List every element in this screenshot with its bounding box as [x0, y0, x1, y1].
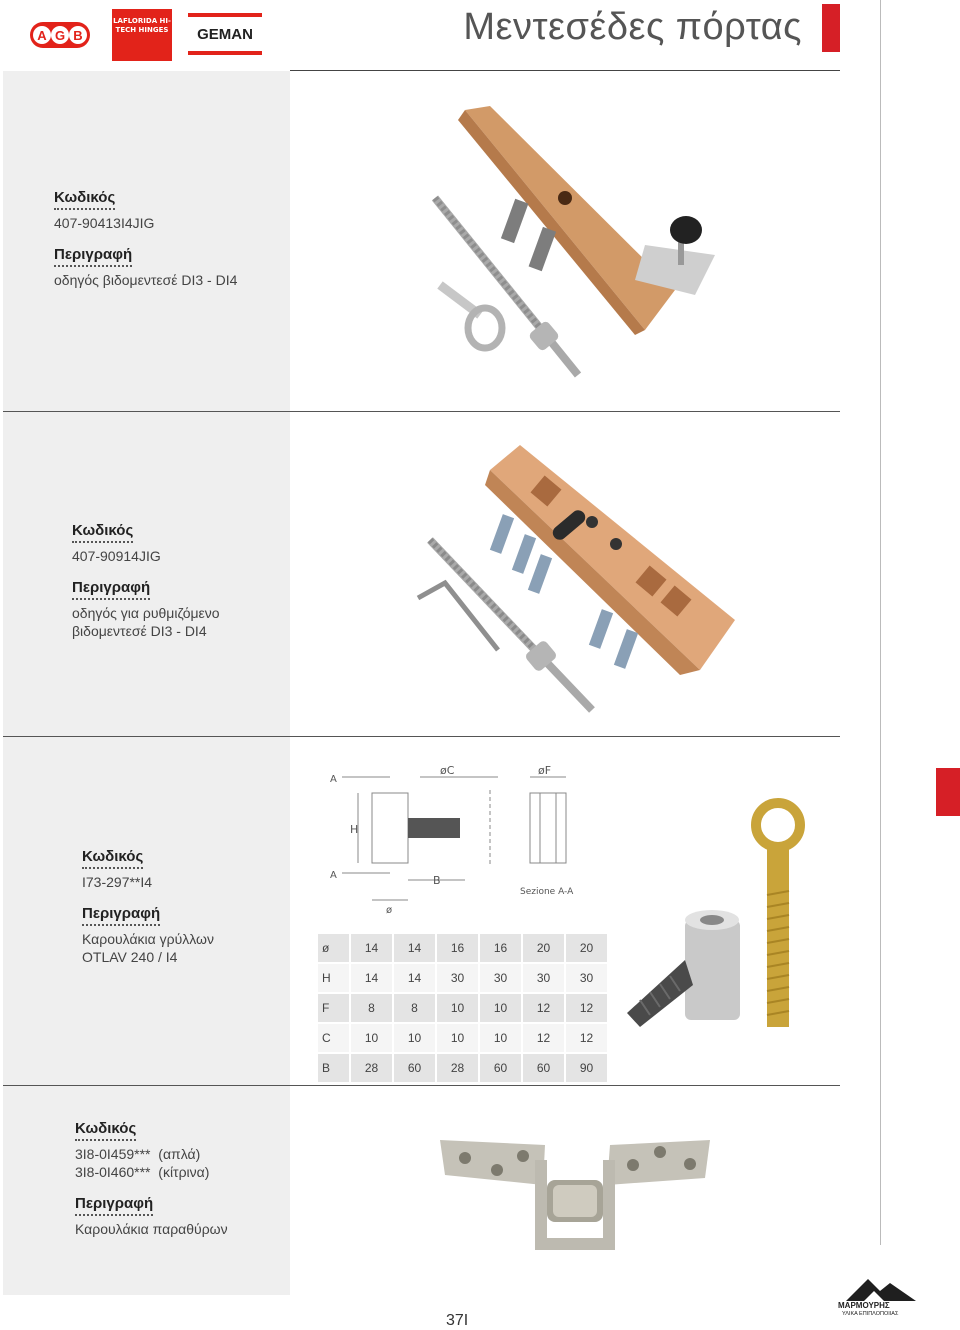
header-divider [290, 70, 840, 71]
table-cell: 10 [479, 993, 522, 1023]
table-cell: 30 [436, 963, 479, 993]
table-cell: 16 [479, 934, 522, 963]
row-header: B [318, 1053, 350, 1083]
table-cell: 20 [522, 934, 565, 963]
drawing-label: A [330, 870, 337, 881]
description-label: Περιγραφή [82, 905, 160, 926]
table-cell: 90 [565, 1053, 608, 1083]
drawing-label: øF [538, 764, 552, 777]
product-code: 3I8-0I459*** (απλά) 3I8-0I460*** (κίτρινα) [75, 1146, 210, 1180]
window-roller-image [435, 1130, 715, 1260]
product-description: Καρουλάκια παραθύρων [75, 1221, 228, 1237]
product-info-3 [82, 848, 214, 980]
row-header: ø [318, 934, 350, 963]
table-row [318, 993, 608, 1023]
product-info-1 [54, 189, 237, 303]
svg-text:G: G [54, 28, 66, 43]
drawing-label: B [433, 874, 441, 887]
marmouris-logo-icon [846, 1275, 916, 1303]
table-cell: 12 [565, 1023, 608, 1053]
table-cell: 20 [565, 934, 608, 963]
table-cell: 12 [522, 993, 565, 1023]
door-roller-image [615, 795, 815, 1035]
table-cell: 28 [350, 1053, 393, 1083]
laflorida-logo: LAFLORIDA HI-TECH HINGES [112, 9, 172, 61]
page-title: Μεντεσέδες πόρτας [463, 6, 802, 48]
svg-text:A: A [37, 28, 47, 43]
product-info-2 [72, 522, 220, 654]
table-cell: 60 [479, 1053, 522, 1083]
adjustable-hinge-jig-image [410, 440, 740, 725]
brand-name: ΜΑΡΜΟΥΡΗΣ [838, 1301, 890, 1310]
table-row [318, 1053, 608, 1083]
table-cell: 60 [522, 1053, 565, 1083]
table-row [318, 963, 608, 993]
title-accent-bar [822, 4, 840, 52]
table-cell: 10 [350, 1023, 393, 1053]
agb-logo [30, 22, 90, 52]
product-code: 407-90914JIG [72, 548, 161, 564]
page-number: 37I [446, 1312, 469, 1329]
product-description: οδηγός για ρυθμιζόμενο βιδομεντεσέ DI3 - DI4 [72, 605, 220, 639]
table-cell: 28 [436, 1053, 479, 1083]
spec-table [318, 934, 609, 1084]
table-cell: 12 [522, 1023, 565, 1053]
row-header: C [318, 1023, 350, 1053]
description-label: Περιγραφή [54, 246, 132, 267]
table-row [318, 934, 608, 963]
drawing-label: A [330, 774, 337, 785]
description-label: Περιγραφή [72, 579, 150, 600]
drawing-label: øC [440, 764, 455, 777]
code-label: Κωδικός [54, 189, 115, 210]
row-header: F [318, 993, 350, 1023]
table-cell: 14 [350, 963, 393, 993]
row-header: H [318, 963, 350, 993]
product-description: Καρουλάκια γρύλλων OTLAV 240 / I4 [82, 931, 214, 965]
table-cell: 30 [522, 963, 565, 993]
hinge-jig-image [420, 100, 730, 390]
table-cell: 14 [393, 963, 436, 993]
table-row [318, 1023, 608, 1053]
table-cell: 10 [479, 1023, 522, 1053]
table-cell: 16 [436, 934, 479, 963]
technical-drawing [320, 760, 590, 920]
table-cell: 30 [479, 963, 522, 993]
geman-logo: GEMAN [188, 13, 262, 55]
drawing-label: ø [386, 905, 393, 916]
margin-rule [880, 0, 881, 1245]
brand-subtitle: ΥΛΙΚΑ ΕΠΙΠΛΟΠΟΙΙΑΣ [842, 1311, 899, 1317]
drawing-label: H [350, 823, 359, 836]
product-code: I73-297**I4 [82, 874, 153, 890]
table-cell: 60 [393, 1053, 436, 1083]
table-cell: 30 [565, 963, 608, 993]
table-cell: 10 [393, 1023, 436, 1053]
product-info-4 [75, 1120, 228, 1252]
product-code: 407-90413I4JIG [54, 215, 155, 231]
table-cell: 8 [350, 993, 393, 1023]
table-cell: 10 [436, 1023, 479, 1053]
table-cell: 12 [565, 993, 608, 1023]
code-label: Κωδικός [75, 1120, 136, 1141]
svg-text:B: B [73, 28, 83, 43]
description-label: Περιγραφή [75, 1195, 153, 1216]
code-label: Κωδικός [82, 848, 143, 869]
table-cell: 14 [393, 934, 436, 963]
drawing-label: Sezione A-A [520, 887, 574, 897]
table-cell: 10 [436, 993, 479, 1023]
product-description: οδηγός βιδομεντεσέ DI3 - DI4 [54, 272, 238, 288]
code-label: Κωδικός [72, 522, 133, 543]
table-cell: 14 [350, 934, 393, 963]
table-cell: 8 [393, 993, 436, 1023]
section-tab-marker [936, 768, 960, 816]
